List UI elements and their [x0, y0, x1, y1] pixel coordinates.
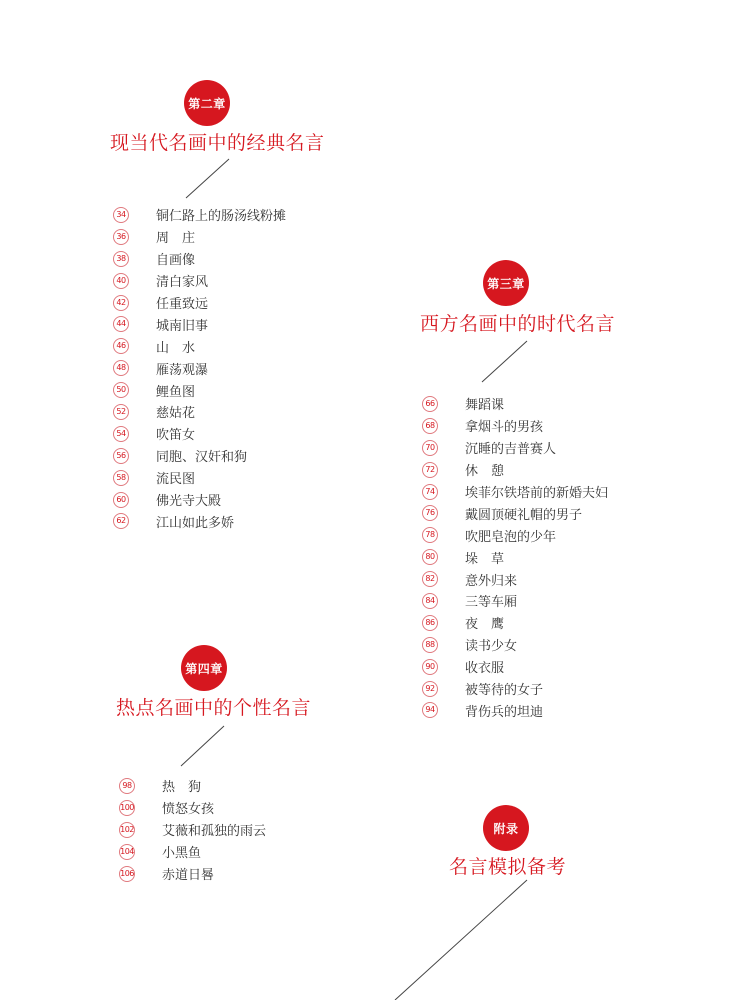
toc-entry-title: 沉睡的吉普赛人 [465, 442, 557, 458]
toc-entry-title: 铜仁路上的肠汤线粉摊 [156, 209, 287, 225]
page-number-badge: 34 [113, 207, 129, 223]
page-number-badge: 38 [113, 251, 129, 267]
page-number-badge: 66 [422, 396, 438, 412]
page-number-badge: 54 [113, 426, 129, 442]
toc-entry-title: 任重致远 [156, 297, 209, 312]
page-number-badge: 58 [113, 470, 129, 486]
page-number-badge: 44 [113, 316, 129, 332]
toc-entry-title: 周 庄 [156, 231, 196, 247]
toc-entry-title: 慈姑花 [156, 406, 196, 422]
toc-entry-title: 三等车厢 [465, 595, 518, 611]
toc-entry-title: 山 水 [156, 340, 196, 356]
toc-entry-title: 雁荡观瀑 [156, 362, 209, 378]
chapter-2-title[interactable]: 现当代名画中的经典名言 [110, 132, 325, 154]
toc-entry-title: 吹笛女 [156, 428, 196, 444]
page-number-badge: 94 [422, 702, 438, 718]
toc-entry-title: 清白家风 [156, 275, 209, 291]
chapter-4-badge: 第四章 [181, 645, 227, 691]
page-number-badge: 52 [113, 404, 129, 420]
toc-entry-title: 赤道日晷 [162, 868, 215, 883]
toc-entry-title: 鲤鱼图 [156, 384, 196, 400]
page-number-badge: 74 [422, 484, 438, 500]
toc-entry-title: 小黑鱼 [162, 846, 202, 862]
toc-entry-title: 城南旧事 [156, 318, 209, 334]
toc-entry-title: 读书少女 [465, 639, 518, 655]
page-number-badge: 102 [119, 822, 135, 838]
page-number-badge: 56 [113, 448, 129, 464]
page-number-badge: 82 [422, 571, 438, 587]
page-number-badge: 90 [422, 659, 438, 675]
toc-entry-title: 垛 草 [465, 551, 505, 567]
page-number-badge: 76 [422, 505, 438, 521]
toc-entry-title: 愤怒女孩 [162, 802, 215, 818]
page-number-badge: 36 [113, 229, 129, 245]
page-number-badge: 46 [113, 338, 129, 354]
page-number-badge: 50 [113, 382, 129, 398]
toc-entry-title: 艾薇和孤独的雨云 [162, 824, 267, 840]
toc-entry-title: 流民图 [156, 472, 196, 488]
chapter-2-badge: 第二章 [184, 80, 230, 126]
toc-entry-title: 收衣服 [465, 661, 505, 677]
toc-entry-title: 自画像 [156, 253, 196, 269]
page-number-badge: 68 [422, 418, 438, 434]
chapter-3-badge: 第三章 [483, 260, 529, 306]
toc-entry-title: 佛光寺大殿 [156, 494, 222, 510]
page-number-badge: 40 [113, 273, 129, 289]
toc-entry-title: 被等待的女子 [465, 683, 544, 699]
page-number-badge: 86 [422, 615, 438, 631]
toc-entry-title: 意外归来 [465, 573, 518, 589]
page-number-badge: 104 [119, 844, 135, 860]
page-number-badge: 88 [422, 637, 438, 653]
page-number-badge: 100 [119, 800, 135, 816]
appendix-badge: 附录 [483, 805, 529, 851]
appendix-title[interactable]: 名言模拟备考 [449, 856, 567, 878]
toc-entry-title: 背伤兵的坦迪 [465, 704, 544, 720]
page-number-badge: 106 [119, 866, 135, 882]
page-number-badge: 70 [422, 440, 438, 456]
toc-entry-title: 休 憩 [465, 464, 505, 480]
page-number-badge: 84 [422, 593, 438, 609]
page-number-badge: 98 [119, 778, 135, 794]
toc-entry-title: 吹肥皂泡的少年 [465, 529, 557, 545]
toc-entry-title: 埃菲尔铁塔前的新婚夫妇 [465, 486, 609, 501]
page-number-badge: 78 [422, 527, 438, 543]
toc-entry-title: 拿烟斗的男孩 [465, 420, 544, 436]
page-number-badge: 48 [113, 360, 129, 376]
page-number-badge: 42 [113, 295, 129, 311]
chapter-3-title[interactable]: 西方名画中的时代名言 [420, 313, 616, 335]
page-number-badge: 62 [113, 513, 129, 529]
page-number-badge: 92 [422, 681, 438, 697]
toc-entry-title: 江山如此多娇 [156, 515, 235, 531]
toc-entry-title: 舞蹈课 [465, 398, 505, 414]
toc-entry-title: 热 狗 [162, 780, 202, 796]
page-number-badge: 60 [113, 492, 129, 508]
chapter-4-title[interactable]: 热点名画中的个性名言 [116, 697, 312, 719]
toc-entry-title: 夜 鹰 [465, 617, 505, 633]
toc-entry-title: 戴圆顶硬礼帽的男子 [465, 507, 583, 523]
page-number-badge: 80 [422, 549, 438, 565]
page-number-badge: 72 [422, 462, 438, 478]
toc-entry-title: 同胞、汉奸和狗 [156, 450, 248, 466]
